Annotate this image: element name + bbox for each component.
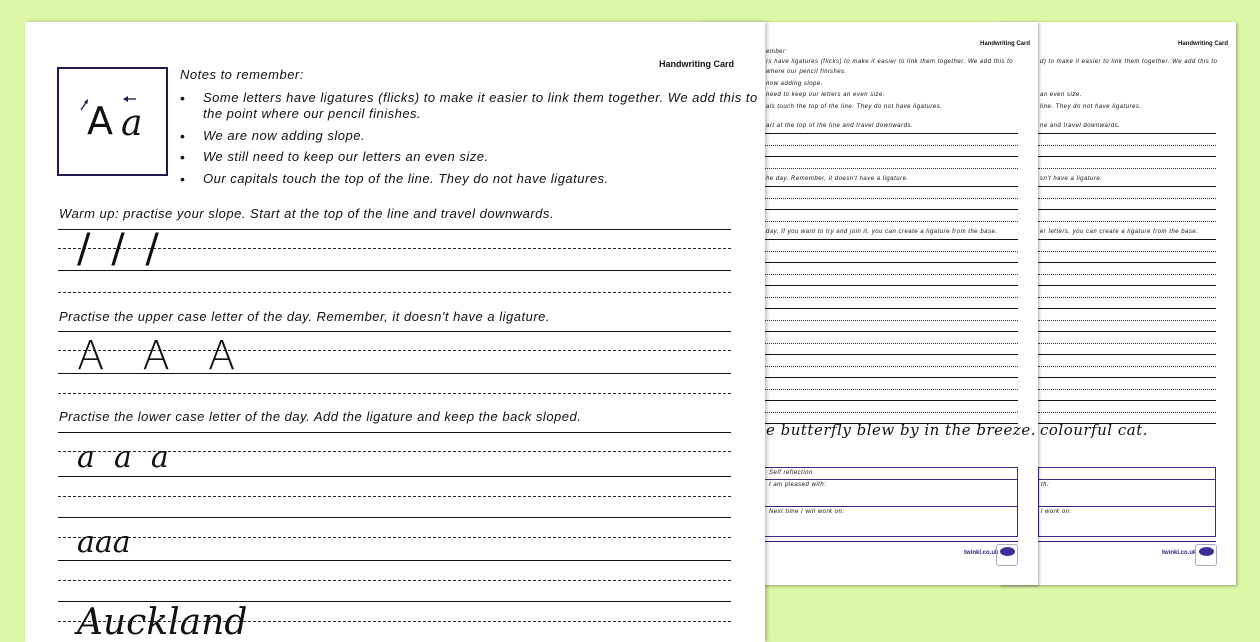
rule-solid	[760, 308, 1018, 309]
note-item: We are now adding slope.	[203, 128, 366, 143]
rule-dotted	[760, 343, 1018, 344]
rule-solid	[760, 239, 1018, 240]
reflection-table	[740, 467, 1018, 537]
rule-dotted	[760, 297, 1018, 298]
twinkl-logo	[996, 544, 1018, 566]
rule-solid	[1038, 133, 1216, 134]
rule-solid	[1038, 400, 1216, 401]
note-item: We still need to keep our letters an even size.	[203, 149, 489, 164]
page-header: Handwriting Card	[980, 41, 1031, 47]
rule-solid	[760, 186, 1018, 187]
note-item: Our capitals touch the top of the line. They do not have ligatures.	[203, 171, 609, 186]
rule-dotted	[760, 320, 1018, 321]
letter-box	[57, 67, 168, 176]
rule-dotted	[760, 389, 1018, 390]
sentence: e butterfly blew by in the breeze.	[766, 421, 1036, 439]
rule-dotted	[760, 251, 1018, 252]
twinkl-logo	[1195, 544, 1217, 566]
note-line: need to keep our letters an even size.	[766, 92, 886, 98]
footer-url: twinkl.co.uk	[1162, 550, 1197, 556]
pleased-label: th:	[1041, 482, 1050, 488]
rule-solid	[760, 285, 1018, 286]
rule-solid	[760, 377, 1018, 378]
instruction: er letters, you can create a ligature from the base.	[1040, 229, 1199, 235]
note-line: d) to make it easier to link them together. We add this to	[1040, 59, 1218, 65]
rule-solid	[760, 331, 1018, 332]
bullet-icon: •	[180, 90, 185, 106]
upper-example: A A A	[77, 333, 236, 379]
rule-solid	[1038, 308, 1216, 309]
pleased-label: I am pleased with:	[769, 482, 827, 488]
note-line: ember:	[766, 49, 788, 55]
reflection-table	[1038, 467, 1216, 537]
rule-solid	[1038, 331, 1216, 332]
rule-dotted	[1038, 198, 1216, 199]
footer-url: twinkl.co.uk	[964, 550, 999, 556]
note-line: line. They do not have ligatures.	[1040, 104, 1142, 110]
note-line: rs have ligatures (flicks) to make it easier to link them together. We add this to	[766, 59, 1014, 65]
rule-solid	[1038, 186, 1216, 187]
page-header: Handwriting Card	[659, 59, 735, 69]
instruction: day. If you want to try and join it, you can create a ligature from the base.	[766, 229, 998, 235]
bullet-icon: •	[180, 171, 185, 187]
rule-dotted	[1038, 343, 1216, 344]
rule-dotted	[1038, 168, 1216, 169]
rule-solid	[1038, 156, 1216, 157]
worksheet-page-front	[25, 22, 765, 642]
rule-solid	[1038, 285, 1216, 286]
sentence: colourful cat.	[1040, 421, 1149, 439]
notes-title: Notes to remember:	[180, 67, 304, 82]
rule-solid	[1038, 354, 1216, 355]
rule-dotted	[760, 198, 1018, 199]
lower-example-separate: a a a	[77, 440, 169, 475]
page-header: Handwriting Card	[1178, 41, 1229, 47]
instruction: sn't have a ligature.	[1040, 176, 1103, 182]
rule-dotted	[760, 145, 1018, 146]
rule-solid	[760, 423, 1018, 424]
rule-dotted	[1038, 412, 1216, 413]
note-line: now adding slope.	[766, 81, 823, 87]
rule-solid	[760, 156, 1018, 157]
note-line: where our pencil finishes.	[766, 69, 847, 75]
bullet-icon: •	[180, 128, 185, 144]
rule-dotted	[760, 274, 1018, 275]
rule-solid	[760, 133, 1018, 134]
rule-dotted	[1038, 389, 1216, 390]
upper-letter: A	[87, 99, 113, 143]
rule-dotted	[760, 412, 1018, 413]
rule-solid	[1038, 209, 1216, 210]
word-example: Auckland	[77, 602, 248, 642]
rule-dotted	[1038, 221, 1216, 222]
lower-example-joined: aaa	[77, 525, 131, 560]
next-label: Next time I will work on:	[769, 509, 845, 515]
next-label: l work on:	[1041, 509, 1072, 515]
instruction: ne and travel downwards.	[1040, 123, 1121, 129]
rule-solid	[760, 354, 1018, 355]
rule-dotted	[1038, 274, 1216, 275]
rule-dotted	[1038, 320, 1216, 321]
rule-solid	[760, 262, 1018, 263]
instruction: he day. Remember, it doesn't have a ligature.	[766, 176, 909, 182]
rule-solid	[760, 209, 1018, 210]
rule-solid	[1038, 423, 1216, 424]
note-line: als touch the top of the line. They do not have ligatures.	[766, 104, 943, 110]
rule-dotted	[1038, 366, 1216, 367]
instruction: art at the top of the line and travel downwards.	[766, 123, 914, 129]
warmup-example: / / /	[77, 226, 163, 272]
note-line: an even size.	[1040, 92, 1082, 98]
rule-solid	[1038, 239, 1216, 240]
rule-solid	[1038, 262, 1216, 263]
table-title: Self reflection	[769, 470, 813, 476]
rule-solid	[1038, 377, 1216, 378]
rule-dotted	[760, 168, 1018, 169]
rule-dotted	[1038, 145, 1216, 146]
rule-dotted	[760, 221, 1018, 222]
rule-dotted	[1038, 297, 1216, 298]
lower-instruction: Practise the lower case letter of the day. Add the ligature and keep the back sloped.	[59, 409, 582, 424]
note-item: the point where our pencil finishes.	[203, 106, 422, 121]
upper-instruction: Practise the upper case letter of the day. Remember, it doesn't have a ligature.	[59, 309, 550, 324]
lower-letter: a	[121, 103, 143, 144]
rule-solid	[760, 400, 1018, 401]
rule-dotted	[760, 366, 1018, 367]
rule-dotted	[1038, 251, 1216, 252]
bullet-icon: •	[180, 149, 185, 165]
stroke-direction-arrow-icon	[123, 95, 137, 103]
warmup-instruction: Warm up: practise your slope. Start at the top of the line and travel downwards.	[59, 206, 554, 221]
note-item: Some letters have ligatures (flicks) to make it easier to link them together. We add this to	[203, 90, 758, 105]
